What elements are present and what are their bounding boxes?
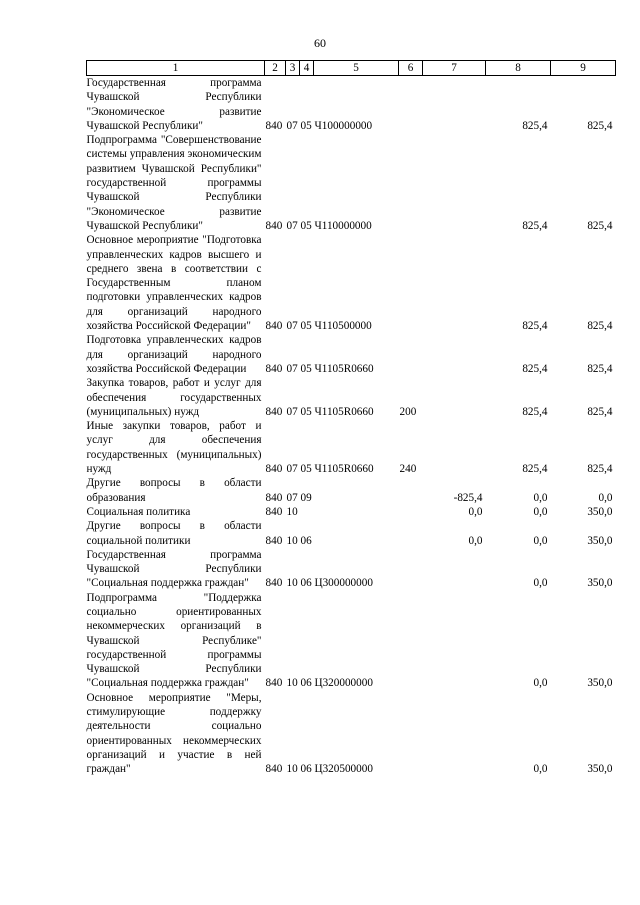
- cell-target-article: Ч1105R0660: [314, 362, 374, 375]
- cell-expense-type: [399, 591, 423, 691]
- cell-amount-change: 0,0: [468, 534, 483, 547]
- table-row: [87, 691, 616, 777]
- table-row: [87, 419, 616, 476]
- cell-amount-year2: 350,0: [587, 505, 613, 518]
- table-row: [87, 591, 616, 691]
- cell-expense-type: 240: [399, 463, 417, 476]
- cell-subsection: 06: [300, 763, 312, 776]
- cell-expense-type: [399, 133, 423, 233]
- cell-section: 07: [286, 463, 298, 476]
- cell-amount-change: [423, 691, 486, 777]
- cell-amount-year1: 0,0: [533, 491, 548, 504]
- cell-section: 10: [286, 763, 298, 776]
- cell-subsection: 06: [300, 577, 312, 590]
- cell-amount-year2: 350,0: [587, 677, 613, 690]
- table-row: [87, 548, 616, 591]
- cell-subsection: 05: [300, 463, 312, 476]
- cell-target-article: [314, 505, 399, 519]
- row-name: Основное мероприятие "Подготовка управленческих кадров высшего и среднего звена в соответствии с Государственным планом подготовки управленческих кадров для организаций народного хозяйства Российской Федерации": [86, 234, 262, 333]
- cell-target-article: Ч110000000: [314, 219, 372, 232]
- row-name: Другие вопросы в области образования: [86, 477, 262, 504]
- table-row: [87, 519, 616, 548]
- cell-target-article: Ч100000000: [314, 119, 373, 132]
- cell-expense-type: [399, 505, 423, 519]
- cell-target-article: Ч1105R0660: [314, 405, 374, 418]
- cell-admin-code: 840: [265, 405, 283, 418]
- row-name: Иные закупки товаров, работ и услуг для обеспечения государственных (муниципальных) нужд: [86, 420, 262, 476]
- row-name: Государственная программа Чувашской Республики "Экономическое развитие Чувашской Республики": [86, 77, 262, 132]
- row-name: Закупка товаров, работ и услуг для обеспечения государственных (муниципальных) нужд: [86, 377, 262, 418]
- cell-expense-type: [399, 548, 423, 591]
- cell-amount-year1: 0,0: [533, 677, 548, 690]
- column-header-9: 9: [551, 61, 616, 76]
- cell-amount-year2: 350,0: [587, 763, 613, 776]
- cell-amount-year2: 825,4: [587, 119, 613, 132]
- cell-amount-year1: 825,4: [522, 320, 548, 333]
- table-row: [87, 476, 616, 505]
- cell-section: 10: [286, 577, 298, 590]
- cell-amount-change: [423, 333, 486, 376]
- cell-subsection: 09: [300, 491, 312, 504]
- cell-section: 07: [286, 362, 298, 375]
- cell-admin-code: 840: [265, 463, 283, 476]
- column-header-7: 7: [423, 61, 486, 76]
- cell-expense-type: [399, 519, 423, 548]
- row-name: Государственная программа Чувашской Республики "Социальная поддержка граждан": [86, 548, 262, 590]
- cell-subsection: 05: [300, 219, 312, 232]
- cell-subsection: [300, 505, 314, 519]
- cell-amount-year1: 0,0: [533, 577, 548, 590]
- row-name: Подготовка управленческих кадров для организаций народного хозяйства Российской Федерации: [86, 334, 262, 375]
- table-row: [87, 505, 616, 519]
- column-header-8: 8: [486, 61, 551, 76]
- cell-section: 07: [286, 320, 298, 333]
- cell-admin-code: 840: [265, 362, 283, 375]
- table-header-row: [87, 61, 616, 76]
- column-header-6: 6: [399, 61, 423, 76]
- cell-subsection: 06: [300, 677, 312, 690]
- row-name: Подпрограмма "Поддержка социально ориентированных некоммерческих организаций в Чувашской Республике" государственной программы Чувашской Республики "Социальная поддержка граждан": [86, 591, 262, 690]
- table-body: [87, 76, 616, 777]
- cell-subsection: 05: [300, 320, 312, 333]
- column-header-4: 4: [300, 61, 314, 76]
- cell-expense-type: [399, 476, 423, 505]
- cell-amount-year1: 825,4: [522, 463, 548, 476]
- cell-amount-year1: 0,0: [533, 534, 548, 547]
- cell-amount-year1: 0,0: [533, 505, 548, 518]
- cell-amount-year1: 0,0: [533, 763, 548, 776]
- column-header-1: 1: [87, 61, 265, 76]
- cell-amount-change: [423, 591, 486, 691]
- cell-section: 07: [286, 219, 298, 232]
- cell-subsection: 05: [300, 362, 312, 375]
- cell-amount-change: -825,4: [453, 491, 483, 504]
- cell-section: 07: [286, 491, 298, 504]
- cell-target-article: [314, 476, 399, 505]
- column-header-2: 2: [265, 61, 286, 76]
- cell-admin-code: 840: [265, 763, 283, 776]
- cell-amount-year2: 0,0: [598, 491, 613, 504]
- cell-target-article: Ц300000000: [314, 577, 373, 590]
- row-name: Социальная политика: [86, 505, 191, 518]
- cell-subsection: 05: [300, 405, 312, 418]
- cell-section: 07: [286, 405, 298, 418]
- cell-admin-code: 840: [265, 219, 283, 232]
- cell-expense-type: [399, 333, 423, 376]
- cell-amount-change: [423, 419, 486, 476]
- cell-amount-year2: 825,4: [587, 463, 613, 476]
- table-row: [87, 333, 616, 376]
- cell-expense-type: [399, 691, 423, 777]
- cell-expense-type: [399, 76, 423, 134]
- cell-subsection: 06: [300, 534, 312, 547]
- cell-amount-year1: 825,4: [522, 405, 548, 418]
- cell-target-article: Ч1105R0660: [314, 463, 374, 476]
- cell-admin-code: 840: [265, 320, 283, 333]
- cell-amount-year2: 825,4: [587, 405, 613, 418]
- table-row: [87, 133, 616, 233]
- column-header-5: 5: [314, 61, 399, 76]
- cell-amount-change: [423, 76, 486, 134]
- cell-admin-code: 840: [265, 505, 283, 518]
- cell-amount-change: [423, 233, 486, 333]
- cell-subsection: 05: [300, 119, 312, 132]
- cell-amount-year2: 350,0: [587, 534, 613, 547]
- cell-admin-code: 840: [265, 534, 283, 547]
- table-row: [87, 76, 616, 134]
- cell-section: 07: [286, 119, 298, 132]
- cell-amount-year2: 350,0: [587, 577, 613, 590]
- cell-amount-change: 0,0: [468, 505, 483, 518]
- column-header-3: 3: [286, 61, 300, 76]
- cell-amount-year1: 825,4: [522, 219, 548, 232]
- cell-amount-year1: 825,4: [522, 362, 548, 375]
- cell-admin-code: 840: [265, 119, 283, 132]
- cell-expense-type: [399, 233, 423, 333]
- cell-section: 10: [286, 505, 298, 518]
- cell-section: 10: [286, 534, 298, 547]
- cell-amount-year2: 825,4: [587, 320, 613, 333]
- budget-table: [86, 60, 616, 777]
- cell-amount-year1: 825,4: [522, 119, 548, 132]
- cell-amount-change: [423, 376, 486, 419]
- row-name: Другие вопросы в области социальной политики: [86, 520, 262, 547]
- cell-admin-code: 840: [265, 577, 283, 590]
- cell-target-article: Ц320500000: [314, 763, 373, 776]
- cell-target-article: [314, 519, 399, 548]
- page-number: 60: [314, 36, 326, 50]
- table-row: [87, 233, 616, 333]
- cell-amount-year2: 825,4: [587, 362, 613, 375]
- row-name: Подпрограмма "Совершенствование системы управления экономическим развитием Чувашской Республики" государственной программы Чувашской Республики "Экономическое развитие Чувашской Республики": [86, 134, 262, 232]
- row-name: Основное мероприятие "Меры, стимулирующие поддержку деятельности социально ориентированных некоммерческих организаций и участие в ней граждан": [86, 691, 262, 776]
- cell-expense-type: 200: [399, 405, 417, 418]
- cell-target-article: Ч110500000: [314, 320, 372, 333]
- cell-target-article: Ц320000000: [314, 677, 373, 690]
- table-row: [87, 376, 616, 419]
- cell-admin-code: 840: [265, 677, 283, 690]
- cell-section: 10: [286, 677, 298, 690]
- cell-admin-code: 840: [265, 491, 283, 504]
- cell-amount-change: [423, 133, 486, 233]
- cell-amount-change: [423, 548, 486, 591]
- cell-amount-year2: 825,4: [587, 219, 613, 232]
